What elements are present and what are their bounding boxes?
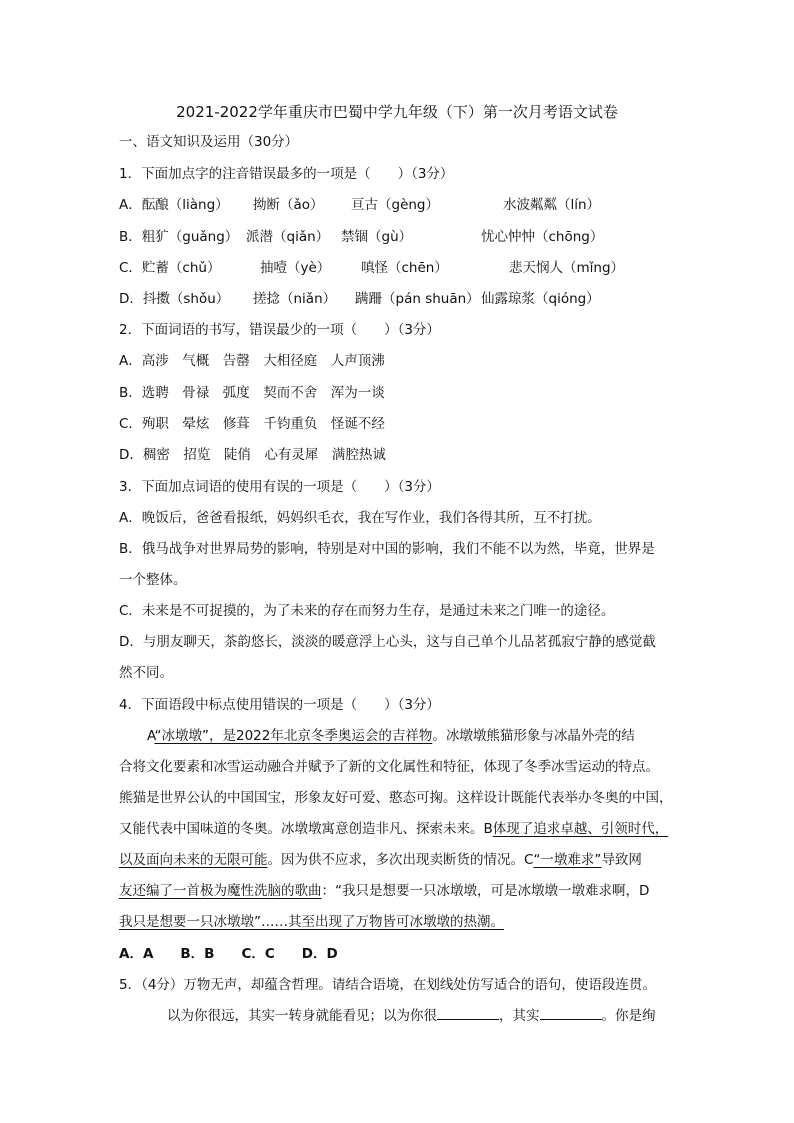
q4-paragraph-line-2: 合将文化要素和冰雪运动融合并赋予了新的文化属性和特征，体现了冬季冰雪运动的特点。: [119, 759, 659, 775]
paragraph-text: 导致网: [601, 852, 642, 868]
q3-option-d: D．与朋友聊天，茶韵悠长，淡淡的暖意浮上心头，这与自己单个儿品茗孤寂宁静的感觉截: [119, 634, 656, 650]
q1-option-a-3: 亘古（gèng）: [351, 197, 440, 213]
q4-paragraph-line-3: 熊猫是世界公认的中国国宝，形象友好可爱、憨态可掬。这样设计既能代表举办冬奥的中国，: [119, 790, 673, 806]
q2-option-a: A．高涉 气概 告罄 大相径庭 人声顶沸: [119, 353, 385, 369]
q4-paragraph-line-7: [119, 911, 504, 933]
segment-a: “冰墩墩”，是2022年北京冬季奥运会的吉祥物: [154, 728, 433, 744]
q3-option-c: C．未来是不可捉摸的，为了未来的存在而努力生存，是通过未来之门唯一的途径。: [119, 603, 615, 619]
question-2-stem: 2．下面词语的书写，错误最少的一项（ ）（3分）: [119, 322, 440, 338]
q2-option-d: D．稠密 招览 陡俏 心有灵犀 满腔热诚: [119, 447, 386, 463]
q1-option-c-2: 抽噎（yè）: [260, 260, 331, 276]
page-title: 2021-2022学年重庆市巴蜀中学九年级（下）第一次月考语文试卷: [176, 103, 618, 121]
answer-blank-1[interactable]: [437, 1005, 499, 1020]
paragraph-text: 。你是绚: [601, 1008, 656, 1024]
q1-option-c-3: 嗔怪（chēn）: [361, 260, 448, 276]
q1-option-d-1: D．抖擞（shǒu）: [119, 291, 230, 307]
q1-option-c-4: 悲天悯人（mǐng）: [509, 260, 625, 276]
q2-option-c: C．殉职 晕炫 修葺 千钧重负 怪诞不经: [119, 416, 385, 432]
segment-b: 体现了追求卓越、引领时代，: [492, 821, 669, 837]
q1-option-b-1: B．粗犷（guǎng）: [119, 229, 239, 245]
q5-text-line: [167, 1005, 656, 1027]
q1-option-d-2: 搓捻（niǎn）: [253, 291, 337, 307]
section-heading: 一、语文知识及运用（30分）: [119, 134, 299, 150]
q4-paragraph-line-4: [119, 818, 668, 840]
q1-option-d-4: 仙露琼浆（qióng）: [481, 291, 600, 307]
q1-option-b-4: 忧心忡忡（chōng）: [481, 229, 604, 245]
question-4-stem: 4．下面语段中标点使用错误的一项是（ ）（3分）: [119, 697, 440, 713]
q3-option-b-cont: 一个整体。: [119, 572, 187, 588]
q1-option-b-2: 派潜（qiǎn）: [246, 229, 330, 245]
q3-option-b: B．俄马战争对世界局势的影响，特别是对中国的影响，我们不能不以为然，毕竟，世界是: [119, 541, 655, 557]
segment-d: 我只是想要一只冰墩墩”……其至出现了万物皆可冰墩墩的热潮。: [119, 914, 504, 930]
question-5-stem: 5．（4分）万物无声，却蕴含哲理。请结合语境，在划线处仿写适合的语句，使语段连贯。: [119, 977, 656, 993]
q1-option-a-1: A．酝酿（liàng）: [119, 197, 229, 213]
paragraph-text: 以为你很远，其实一转身就能看见；以为你很: [167, 1008, 437, 1024]
paragraph-text: ：“我只是想要一只冰墩墩，可是冰墩墩一墩难求啊，: [321, 883, 639, 899]
q4-answer-options: A．A B．B C．C D．D: [119, 946, 338, 962]
paragraph-text: 。因为供不应求，多次出现卖断货的情况。: [267, 852, 524, 868]
q1-option-a-2: 拗断（ǎo）: [253, 197, 324, 213]
segment-d-label: D: [639, 883, 650, 899]
paragraph-text: 。冰墩墩熊猫形象与冰晶外壳的结: [432, 728, 635, 744]
question-1-stem: 1．下面加点字的注音错误最多的一项是（ ）（3分）: [119, 166, 454, 182]
segment-c-cont: 友还编了一首极为魔性洗脑的歌曲: [119, 883, 322, 899]
q3-option-a: A．晚饭后，爸爸看报纸，妈妈织毛衣，我在写作业，我们各得其所，互不打扰。: [119, 510, 601, 526]
segment-b-label: B: [483, 821, 493, 837]
segment-b-cont: 以及面向未来的无限可能: [119, 852, 268, 868]
q4-paragraph-line-6: [119, 880, 649, 902]
paragraph-text: ，其实: [499, 1008, 540, 1024]
segment-c-label: C: [524, 852, 534, 868]
segment-a-label: A: [147, 728, 155, 744]
q1-option-c-1: C．贮蓄（chǔ）: [119, 260, 221, 276]
paragraph-text: 又能代表中国味道的冬奥。冰墩墩寓意创造非凡、探索未来。: [119, 821, 484, 837]
q1-option-d-3: 蹒跚（pán shuān）: [355, 291, 480, 307]
q4-paragraph-line-1: [147, 725, 635, 747]
q4-paragraph-line-5: [119, 849, 642, 871]
answer-blank-2[interactable]: [540, 1005, 602, 1020]
q2-option-b: B．选聘 骨禄 弧度 契而不舍 浑为一谈: [119, 385, 385, 401]
q3-option-d-cont: 然不同。: [119, 665, 173, 681]
q1-option-b-3: 禁锢（gù）: [341, 229, 413, 245]
segment-c: “一墩难求”: [533, 852, 602, 868]
q1-option-a-4: 水波粼粼（lín）: [503, 197, 601, 213]
question-3-stem: 3．下面加点词语的使用有误的一项是（ ）（3分）: [119, 479, 440, 495]
